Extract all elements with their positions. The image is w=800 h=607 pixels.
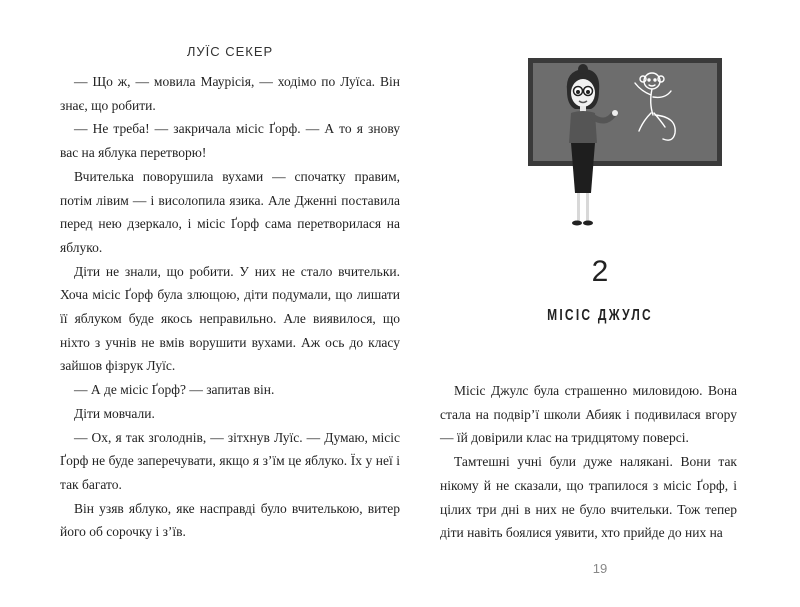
paragraph: Вчителька поворушила вухами — спочатку правим, потім лівим — і висолопила язика. Але Дженні поставила перед нею дзеркало, і місіс Ґорф сама перетворилася на яблуко. [60, 168, 400, 255]
page-number: 19 [592, 561, 608, 576]
paragraph: — А де місіс Ґорф? — запитав він. [74, 382, 275, 398]
right-page [400, 0, 800, 607]
right-page-body [440, 379, 737, 545]
paragraph: — Що ж, — мовила Маурісія, — ходімо по Луїса. Він знає, що робити. [60, 74, 400, 113]
paragraph: — Не треба! — закричала місіс Ґорф. — А то я знову вас на яблука перетворю! [60, 121, 400, 161]
paragraph: Діти не знали, що робити. У них не стало вчительки. Хоча місіс Ґорф була злющою, діти подумали, що лишати її яблуком буде якось неправильно. Але виявилося, що ніхто з учнів не вмів ворушити вухами. Аж ось до класу зайшов фізрук Луїс. [60, 263, 400, 374]
chapter-title: МІСІС ДЖУЛС [547, 307, 653, 324]
left-page-body [60, 70, 400, 544]
paragraph: Діти мовчали. [74, 405, 155, 421]
paragraph: Тамтешні учні були дуже налякані. Вони так нікому й не сказали, що трапилося з місіс Ґорф, і цілих три дні в них не було вчительки. Тож тепер діти навіть боялися уявити, хто прийде до них на [440, 454, 737, 541]
chapter-number: 2 [591, 255, 609, 288]
running-head: ЛУЇС СЕКЕР [186, 44, 274, 59]
paragraph: Він узяв яблуко, яке насправді було вчителькою, витер його об сорочку і з’їв. [60, 500, 400, 540]
chalkboard-surface [533, 63, 717, 161]
paragraph: Місіс Джулс була страшенно миловидою. Вона стала на подвір’ї школи Абияк і подивилася вгору — їй довірили клас на тридцятому поверсі. [440, 383, 737, 446]
teacher-chalkboard-illustration [525, 55, 725, 233]
paragraph: — Ох, я так зголоднів, — зітхнув Луїс. — Думаю, місіс Ґорф не буде заперечувати, якщо я з’їм це яблуко. Їх у неї і так багато. [60, 429, 400, 492]
